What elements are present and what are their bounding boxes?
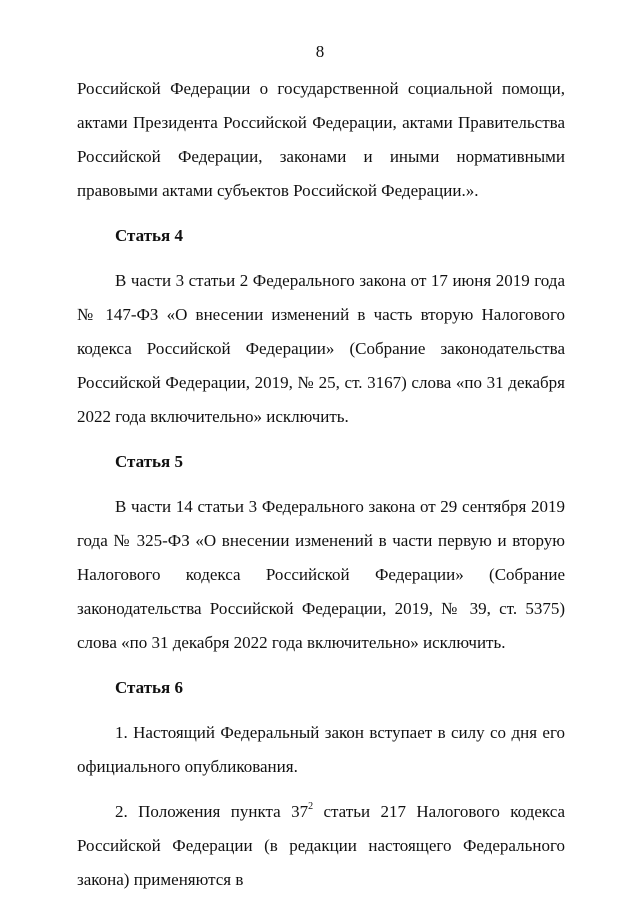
- article-6-paragraph-2: [77, 795, 565, 897]
- article-6-paragraph-1: 1. Настоящий Федеральный закон вступает в силу со дня его официального опубликования.: [77, 723, 565, 776]
- article-6-paragraph-2-start: 2. Положения пункта 37: [115, 802, 309, 821]
- intro-paragraph: Российской Федерации о государственной социальной помощи, актами Президента Российской Федерации, актами Правительства Российской Федерации, законами и иными нормативными правовыми актами субъектов Российской Федерации.».: [77, 79, 565, 200]
- article-4-paragraph: В части 3 статьи 2 Федерального закона от 17 июня 2019 года № 147-ФЗ «О внесении изменений в часть вторую Налогового кодекса Российской Федерации» (Собрание законодательства Российской Федерации, 2019, № 25, ст. 3167) слова «по 31 декабря 2022 года включительно» исключить.: [77, 271, 565, 426]
- page-number: 8: [315, 42, 325, 61]
- article-4-heading: Статья 4: [115, 226, 183, 245]
- article-5-heading: Статья 5: [115, 452, 183, 471]
- article-6-paragraph-2-rest: статьи 217 Налогового кодекса Российской Федерации (в редакции настоящего Федерального закона) применяются в: [77, 802, 565, 889]
- article-6-heading: Статья 6: [115, 678, 183, 697]
- article-5-paragraph: В части 14 статьи 3 Федерального закона от 29 сентября 2019 года № 325-ФЗ «О внесении изменений в части первую и вторую Налогового кодекса Российской Федерации» (Собрание законодательства Российской Федерации, 2019, № 39, ст. 5375) слова «по 31 декабря 2022 года включительно» исключить.: [77, 497, 565, 652]
- document-body: [77, 72, 565, 897]
- superscript-index: 2: [308, 801, 314, 813]
